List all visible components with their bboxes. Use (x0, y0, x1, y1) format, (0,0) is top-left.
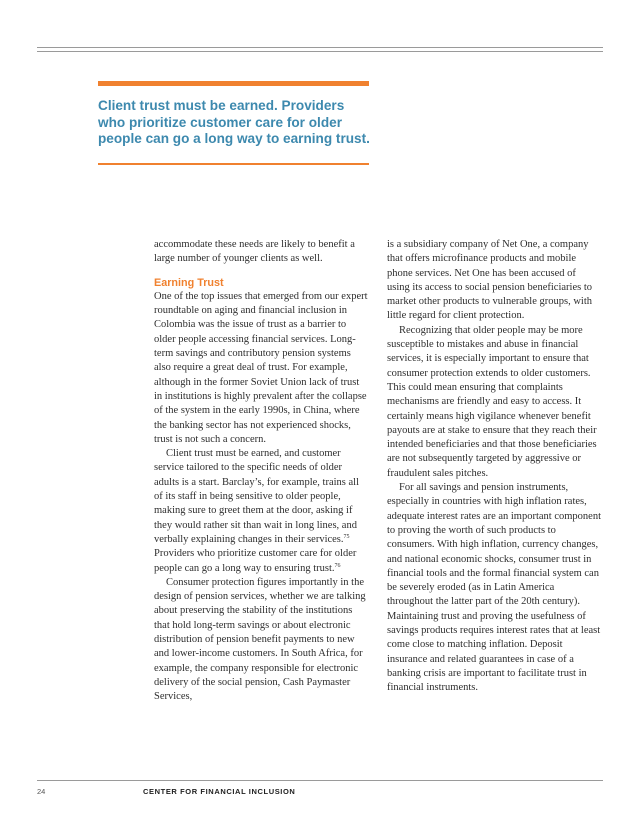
left-column (154, 238, 368, 705)
paragraph: Recognizing that older people may be more susceptible to mistakes and abuse in financial services, it is especially important to ensure that consumer protection extends to older customers. This could mean ensuring that complaints mechanisms are friendly and easy to access. It certainly means high vigilance whenever benefit payouts are at stake to ensure that they reach their intended beneficiaries and that those beneficiaries are not subsequently targeted by aggressive or fraudulent sales pitches. (387, 324, 597, 479)
pull-quote: Client trust must be earned. Providers who prioritize customer care for older people can go a long way to earning trust. (98, 98, 370, 146)
footer-rule (37, 780, 603, 781)
header-rule (37, 51, 603, 52)
pull-quote-top-bar (98, 81, 369, 86)
pull-quote-bottom-bar (98, 163, 369, 165)
paragraph: is a subsidiary company of Net One, a company that offers microfinance products and mobile phone services. Net One has been accused of using its access to social pension beneficiaries to market other products to vulnerable groups, with little regard for client protection. (387, 239, 592, 322)
paragraph: One of the top issues that emerged from our expert roundtable on aging and financial inclusion in Colombia was the issue of trust as a barrier to older people accessing financial services. Long-term savings and contributory pension systems also require a great deal of trust. For example, although in the former Soviet Union lack of trust in institutions is highly prevalent after the collapse of the system in the early 1990s, in China, where the banking sector has not experienced shocks, trust is not such a concern. (154, 290, 368, 445)
page-number: 24 (37, 787, 46, 796)
paragraph: Consumer protection figures importantly in the design of pension services, whether we are talking about preserving the stability of the institutions that hold long-term savings or about electronic distribution of pension benefit payments to new and lower-income customers. In South Africa, for example, the company responsible for electronic delivery of the social pension, Cash Paymaster Services, (154, 576, 366, 703)
footnote-ref: 75 (343, 533, 350, 540)
footer-title: CENTER FOR FINANCIAL INCLUSION (143, 787, 296, 796)
footnote-ref: 76 (334, 562, 341, 569)
right-column (387, 238, 601, 696)
header-rule (37, 47, 603, 48)
section-heading: Earning Trust (154, 276, 224, 289)
paragraph-text: Client trust must be earned, and customer service tailored to the specific needs of older adults is a start. Barclay’s, for example, trains all of its staff in being sensitive to older people, making sure to greet them at the door, asking if they would rather sit than wait in long lines, and verbally explaining changes in their services. (154, 448, 359, 545)
paragraph: accommodate these needs are likely to benefit a large number of younger clients as well. (154, 239, 355, 265)
paragraph-text: Providers who prioritize customer care for older people can go a long way to ensuring trust. (154, 548, 357, 574)
paragraph (154, 447, 368, 576)
paragraph: For all savings and pension instruments, especially in countries with high inflation rates, adequate interest rates are an important component to proving the worth of such products to consumers. With high inflation, currency changes, and national economic shocks, consumer trust in financial tools and the formal financial system can be severely eroded (as in Latin America throughout the latter part of the 20th century). Maintaining trust and proving the usefulness of savings products requires interest rates that at least come close to matching inflation. Deposit insurance and related guarantees in case of a banking crisis are important to facilitate trust in financial instruments. (387, 482, 601, 694)
